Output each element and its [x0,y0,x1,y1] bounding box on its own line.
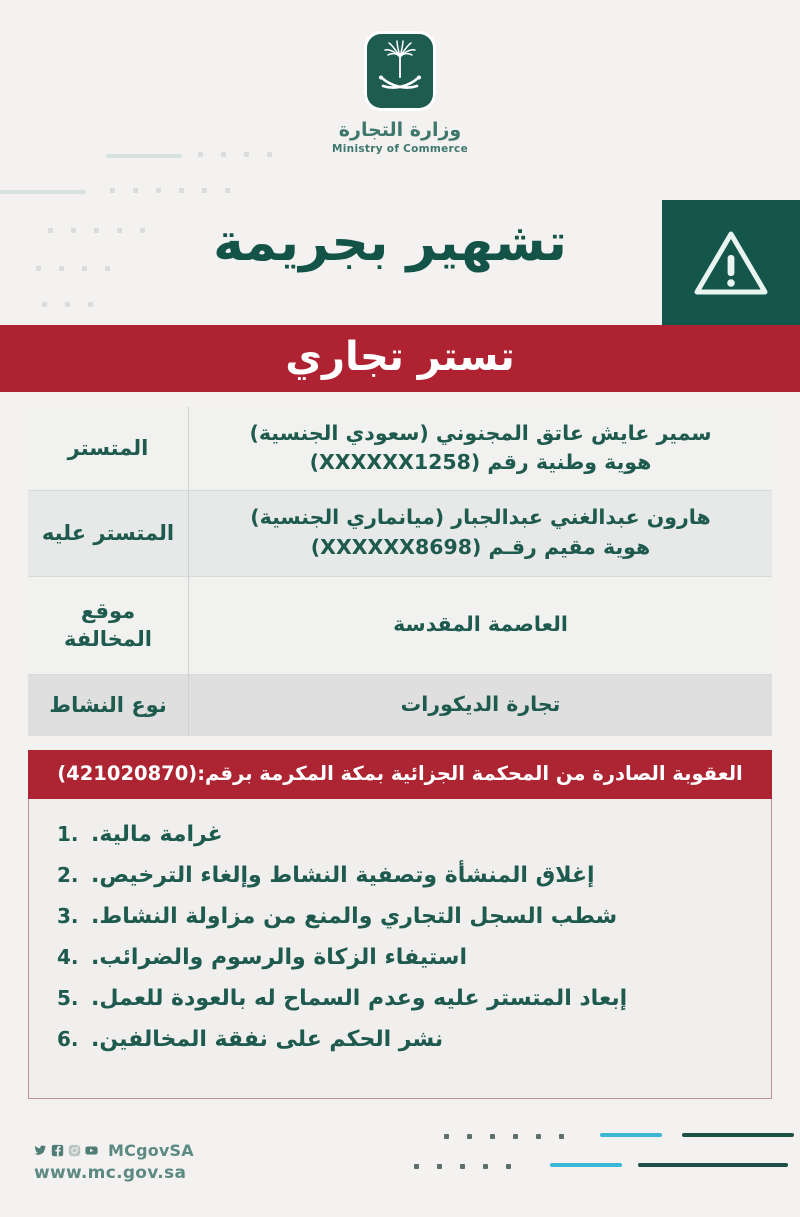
activity-type-value: تجارة الديكورات [189,674,773,736]
penalty-text: إبعاد المتستر عليه وعدم السماح له بالعودة للعمل. [91,986,628,1012]
page-title: تشهير بجريمة [213,213,567,273]
table-row [28,407,772,490]
penalty-text: شطب السجل التجاري والمنع من مزاولة النشاط. [91,904,618,930]
list-item [57,1020,743,1061]
penalty-number: 6. [57,1027,79,1052]
penalty-number: 4. [57,945,79,970]
case-details-table [28,407,772,736]
concealer-name: سمير عايش عاتق المجنوني (سعودي الجنسية) [249,420,712,445]
concealer-label: المتستر [28,407,189,490]
violation-location-label-line1: موقع [80,598,136,623]
violation-location-label-line2: المخالفة [64,627,152,651]
youtube-icon[interactable] [85,1144,98,1157]
facebook-icon[interactable] [51,1144,64,1157]
penalties-header: العقوبة الصادرة من المحكمة الجزائية بمكة المكرمة برقم:(421020870) [28,750,772,799]
table-row [28,576,772,674]
violation-location-label [28,576,189,674]
penalty-number: 3. [57,904,79,929]
concealed-id: هوية مقيم رقـم (XXXXXX8698) [310,535,651,559]
penalty-text: إغلاق المنشأة وتصفية النشاط وإلغاء الترخيص. [91,863,595,889]
concealed-value [189,490,773,576]
ministry-name-en: Ministry of Commerce [332,142,468,155]
penalty-number: 5. [57,986,79,1011]
penalty-number: 1. [57,822,79,847]
warning-badge [658,200,800,325]
list-item [57,815,743,856]
list-item [57,856,743,897]
penalty-text: استيفاء الزكاة والرسوم والضرائب. [91,945,467,971]
table-row [28,674,772,736]
penalties-section [28,750,772,1099]
website-url[interactable]: www.mc.gov.sa [34,1163,187,1183]
concealer-id: هوية وطنية رقم (XXXXXX1258) [309,450,652,475]
penalties-list [57,815,743,1061]
crime-type-banner [0,325,800,392]
saudi-emblem-icon [367,34,433,108]
social-handle: MCgovSA [108,1141,194,1160]
penalties-body [28,799,772,1099]
twitter-icon[interactable] [34,1144,47,1157]
social-links [34,1141,194,1160]
penalty-text: غرامة مالية. [91,822,223,848]
ministry-logo [0,34,800,155]
list-item [57,979,743,1020]
activity-type-label: نوع النشاط [28,674,189,736]
list-item [57,897,743,938]
penalty-text: نشر الحكم على نفقة المخالفين. [91,1027,444,1053]
concealed-label: المتستر عليه [28,490,189,576]
decorative-pattern-bottom [410,1128,790,1188]
violation-location-value: العاصمة المقدسة [189,576,773,674]
table-row [28,490,772,576]
ministry-name-ar: وزارة التجارة [338,119,462,141]
crime-type-label: تستر تجاري [285,333,515,380]
list-item [57,938,743,979]
concealed-name: هارون عبدالغني عبدالجبار (ميانماري الجنسية) [250,505,711,530]
instagram-icon[interactable] [68,1144,81,1157]
footer [34,1141,194,1183]
concealer-value [189,407,773,490]
warning-triangle-icon [692,228,770,298]
penalty-number: 2. [57,863,79,888]
